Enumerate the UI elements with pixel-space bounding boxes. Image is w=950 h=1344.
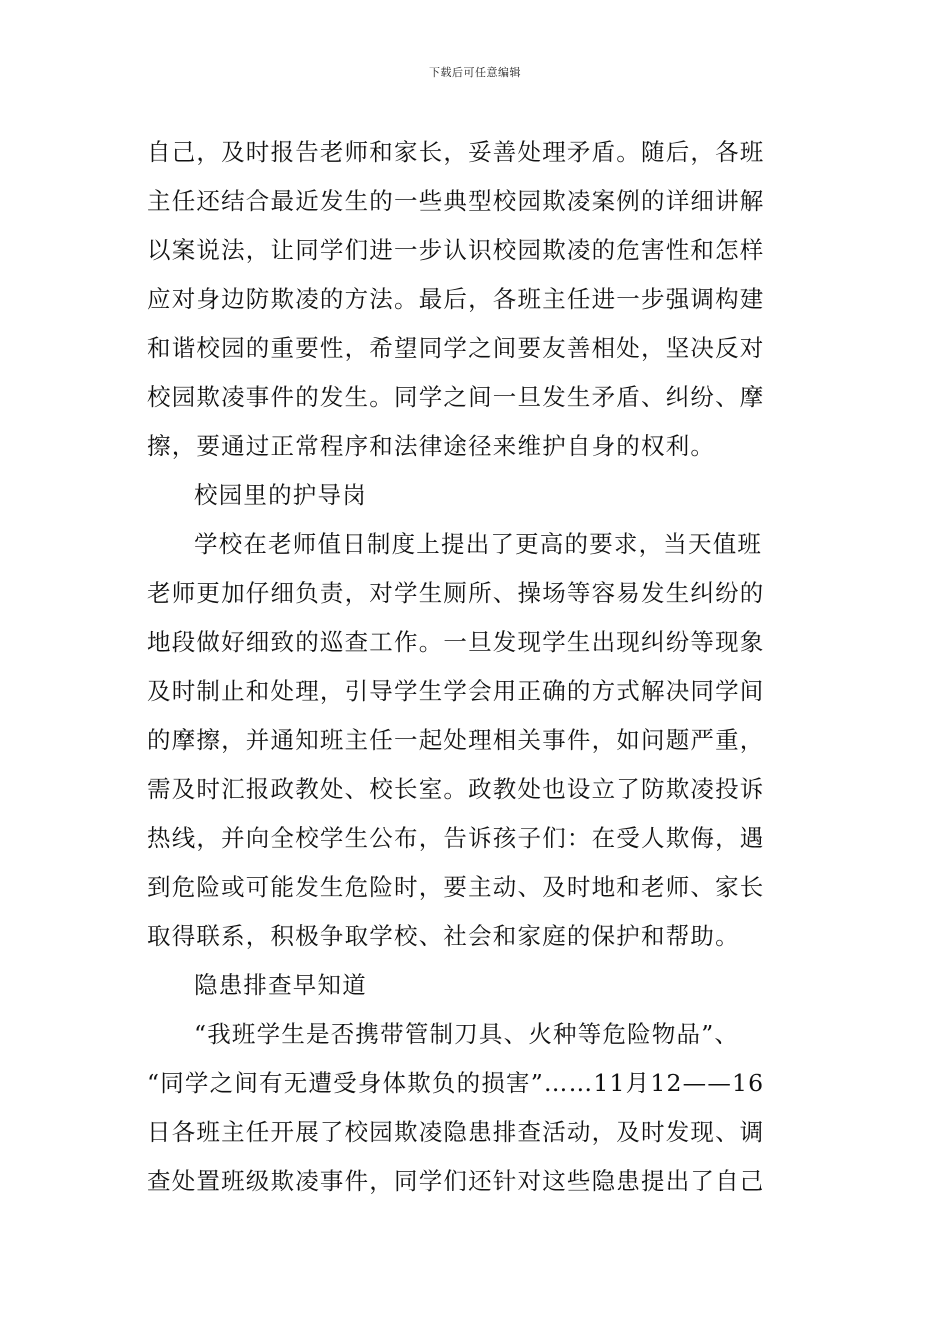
text-line: 应对身边防欺凌的方法。最后，各班主任进一步强调构建	[147, 285, 765, 313]
section-heading-yinhuan: 隐患排查早知道	[194, 971, 367, 999]
text-line: 取得联系，积极争取学校、社会和家庭的保护和帮助。	[147, 922, 740, 950]
body-text	[147, 128, 807, 1206]
text-line: 自己，及时报告老师和家长，妥善处理矛盾。随后，各班	[147, 138, 765, 166]
text-line: 学校在老师值日制度上提出了更高的要求，当天值班	[194, 530, 763, 558]
text-line: “我班学生是否携带管制刀具、火种等危险物品”、	[194, 1020, 740, 1048]
text-line: 到危险或可能发生危险时，要主动、及时地和老师、家长	[147, 873, 765, 901]
text-line: 热线，并向全校学生公布，告诉孩子们：在受人欺侮，遇	[147, 824, 765, 852]
text-line: 需及时汇报政教处、校长室。政教处也设立了防欺凌投诉	[147, 775, 765, 803]
text-line: 擦，要通过正常程序和法律途径来维护自身的权利。	[147, 432, 716, 460]
text-line: 的摩擦，并通知班主任一起处理相关事件，如问题严重，	[147, 726, 765, 754]
text-line: 主任还结合最近发生的一些典型校园欺凌案例的详细讲解	[147, 187, 765, 215]
text-line: “同学之间有无遭受身体欺负的损害”……11月12——16	[147, 1069, 765, 1097]
text-line: 日各班主任开展了校园欺凌隐患排查活动，及时发现、调	[147, 1118, 765, 1146]
text-line: 和谐校园的重要性，希望同学之间要友善相处，坚决反对	[147, 334, 765, 362]
text-line: 老师更加仔细负责，对学生厕所、操场等容易发生纠纷的	[147, 579, 765, 607]
text-line: 校园欺凌事件的发生。同学之间一旦发生矛盾、纠纷、摩	[147, 383, 765, 411]
text-line: 地段做好细致的巡查工作。一旦发现学生出现纠纷等现象	[147, 628, 765, 656]
text-line: 以案说法，让同学们进一步认识校园欺凌的危害性和怎样	[147, 236, 765, 264]
text-line: 及时制止和处理，引导学生学会用正确的方式解决同学间	[147, 677, 765, 705]
section-heading-hudaogang: 校园里的护导岗	[194, 481, 367, 509]
text-line: 查处置班级欺凌事件，同学们还针对这些隐患提出了自己	[147, 1167, 765, 1195]
page-header: 下载后可任意编辑	[429, 66, 521, 79]
